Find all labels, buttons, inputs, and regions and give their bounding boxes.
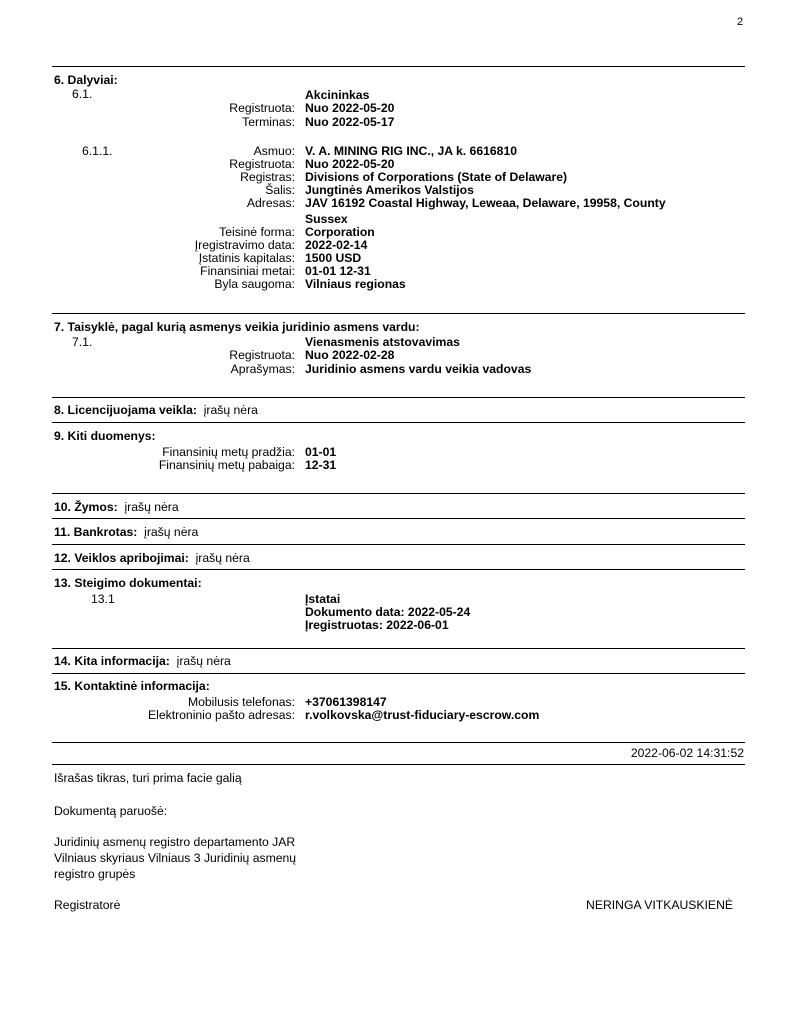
field-value: Divisions of Corporations (State of Delaware): [305, 170, 568, 184]
field-label: Registruota:: [229, 157, 295, 171]
divider: [52, 397, 745, 398]
section-8-value: įrašų nėra: [203, 403, 258, 417]
section-10-value: įrašų nėra: [124, 500, 179, 514]
signer-role: Registratorė: [54, 898, 121, 912]
divider: [52, 742, 745, 743]
divider: [52, 422, 745, 423]
entry-number: 6.1.: [72, 87, 93, 101]
document-date: Dokumento data: 2022-05-24: [305, 605, 471, 619]
divider: [52, 673, 745, 674]
field-value: 01-01 12-31: [305, 264, 371, 278]
field-label: Įregistravimo data:: [194, 238, 295, 252]
entry-title: Vienasmenis atstovavimas: [305, 335, 460, 349]
field-label: Byla saugoma:: [214, 277, 295, 291]
document-title: Įstatai: [305, 592, 341, 606]
field-label: Mobilusis telefonas:: [187, 695, 295, 709]
section-11-value: įrašų nėra: [144, 525, 199, 539]
field-value: V. A. MINING RIG INC., JA k. 6616810: [305, 144, 518, 158]
section-11: [54, 526, 198, 539]
section-14-value: įrašų nėra: [176, 654, 231, 668]
section-14-heading: 14. Kita informacija:: [54, 654, 170, 668]
section-6-heading: 6. Dalyviai:: [54, 73, 118, 87]
section-15-heading: 15. Kontaktinė informacija:: [54, 679, 210, 693]
field-label: Registruota:: [229, 348, 295, 362]
section-12-heading: 12. Veiklos apribojimai:: [54, 551, 189, 565]
field-value: Nuo 2022-02-28: [305, 348, 395, 362]
entry-number: 13.1: [91, 592, 115, 606]
section-9-heading: 9. Kiti duomenys:: [54, 429, 156, 443]
department-line: registro grupės: [54, 867, 136, 881]
field-value: Vilniaus regionas: [305, 277, 406, 291]
divider: [52, 518, 745, 519]
field-label: Finansiniai metai:: [200, 264, 295, 278]
field-value-continued: Sussex: [305, 212, 348, 226]
field-value: 1500 USD: [305, 251, 362, 265]
divider: [52, 66, 745, 67]
divider: [52, 648, 745, 649]
section-12-value: įrašų nėra: [195, 551, 250, 565]
department-line: Juridinių asmenų registro departamento JAR: [54, 835, 296, 849]
section-7-heading: 7. Taisyklė, pagal kurią asmenys veikia juridinio asmens vardu:: [54, 320, 420, 334]
prepared-by-label: Dokumentą paruošė:: [54, 804, 168, 818]
field-label: Registras:: [240, 170, 295, 184]
divider: [52, 569, 745, 570]
field-label: Teisinė forma:: [219, 225, 295, 239]
certification-text: Išrašas tikras, turi prima facie galią: [54, 771, 242, 785]
field-label: Registruota:: [229, 101, 295, 115]
signer-name: NERINGA VITKAUSKIENĖ: [586, 898, 733, 912]
field-label: Adresas:: [246, 196, 295, 210]
field-value: Nuo 2022-05-17: [305, 115, 395, 129]
field-label: Įstatinis kapitalas:: [198, 251, 295, 265]
field-label: Terminas:: [242, 115, 295, 129]
divider: [52, 313, 745, 314]
field-label: Finansinių metų pradžia:: [162, 445, 295, 459]
timestamp: 2022-06-02 14:31:52: [630, 746, 744, 760]
section-11-heading: 11. Bankrotas:: [54, 525, 138, 539]
field-value: 12-31: [305, 458, 337, 472]
section-10: [54, 501, 179, 514]
entry-title: Akcininkas: [305, 88, 370, 102]
section-10-heading: 10. Žymos:: [54, 500, 118, 514]
section-12: [54, 552, 250, 565]
field-label: Asmuo:: [253, 144, 295, 158]
field-value: Nuo 2022-05-20: [305, 157, 395, 171]
section-8: [54, 404, 258, 417]
divider: [52, 544, 745, 545]
field-value: 01-01: [305, 445, 337, 459]
page-number: 2: [737, 16, 744, 28]
section-13-heading: 13. Steigimo dokumentai:: [54, 576, 202, 590]
divider: [52, 493, 745, 494]
field-value: JAV 16192 Coastal Highway, Leweaa, Delaware, 19958, County: [305, 196, 666, 210]
field-label: Finansinių metų pabaiga:: [158, 458, 295, 472]
field-label: Aprašymas:: [230, 362, 295, 376]
field-value: Nuo 2022-05-20: [305, 101, 395, 115]
email-value: r.volkovska@trust-fiduciary-escrow.com: [305, 708, 540, 722]
document-registered: Įregistruotas: 2022-06-01: [305, 618, 449, 632]
field-label: Elektroninio pašto adresas:: [147, 708, 295, 722]
divider: [52, 764, 745, 765]
department-line: Vilniaus skyriaus Vilniaus 3 Juridinių asmenų: [54, 851, 297, 865]
section-14: [54, 655, 231, 668]
entry-number: 7.1.: [72, 335, 93, 349]
section-8-heading: 8. Licencijuojama veikla:: [54, 403, 197, 417]
phone-value: +37061398147: [305, 695, 387, 709]
field-value: 2022-02-14: [305, 238, 368, 252]
entry-number: 6.1.1.: [82, 144, 113, 158]
field-value: Jungtinės Amerikos Valstijos: [305, 183, 474, 197]
field-label: Šalis:: [265, 183, 295, 197]
field-value: Juridinio asmens vardu veikia vadovas: [305, 362, 532, 376]
field-value: Corporation: [305, 225, 375, 239]
